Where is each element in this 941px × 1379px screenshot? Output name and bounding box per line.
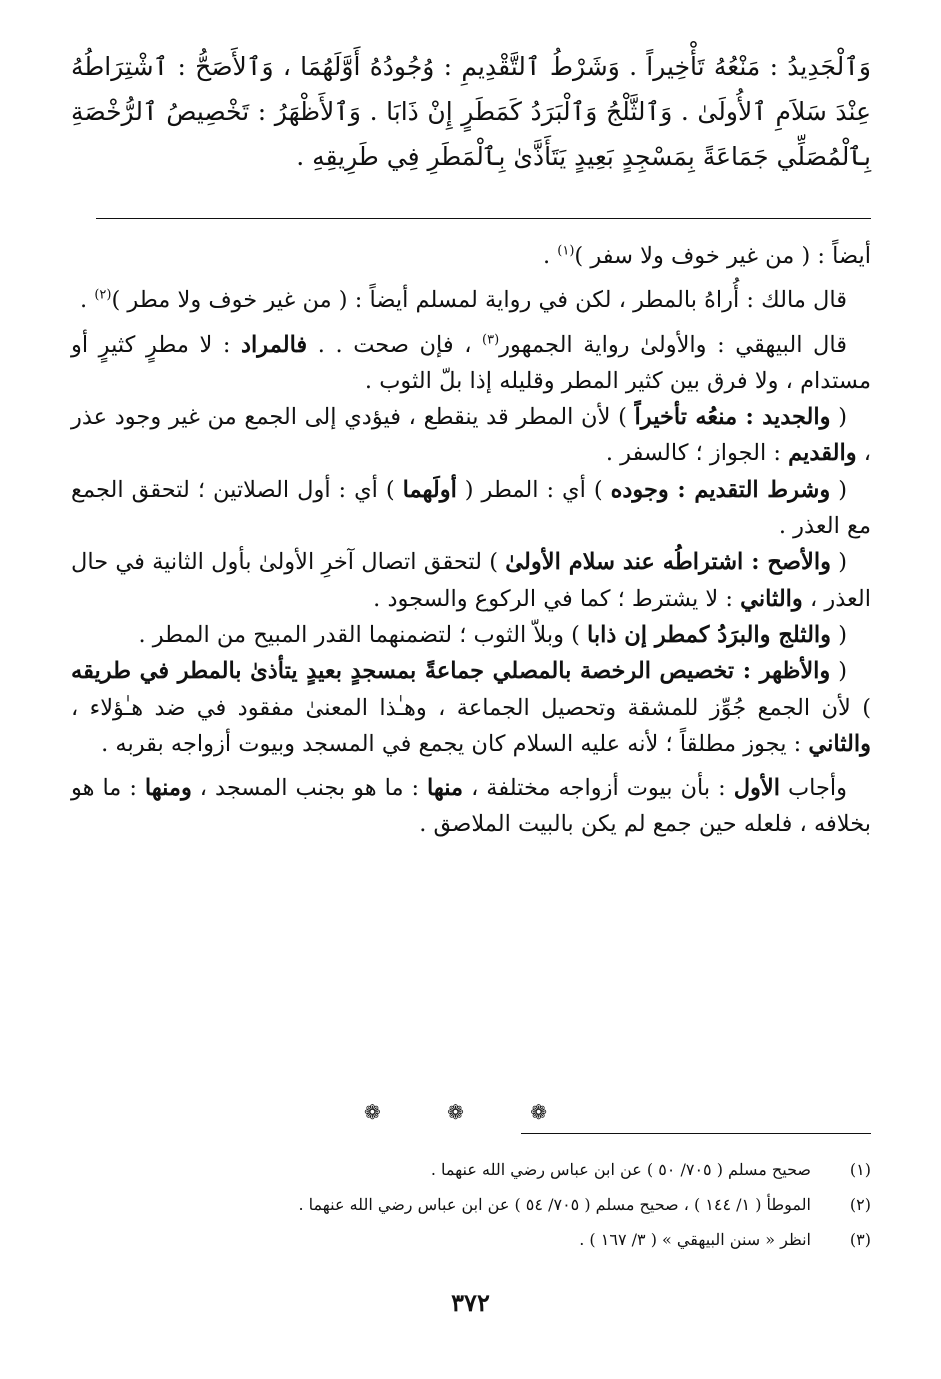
commentary-paragraph: ( والأظهر : تخصيص الرخصة بالمصلي جماعةً بمسجدٍ بعيدٍ يتأذىٰ بالمطر في طريقه ) لأن الجمع جُوِّز للمشقة وتحصيل الجماعة ، وهـٰذا المعنىٰ مفقود في ضد هـٰؤلاء ، والثاني : يجوز مطلقاً ؛ لأنه عليه السلام كان يجمع في المسجد وبيوت أزواجه بقربه .: [71, 658, 871, 757]
commentary-paragraph: ( وشرط التقديم : وجوده ) أي : المطر ( أولَهما ) أي : أول الصلاتين ؛ لتحقق الجمع مع العذر .: [71, 476, 871, 540]
commentary: [71, 238, 871, 843]
footnote-ref: (١): [557, 243, 575, 259]
commentary-paragraph: وأجاب الأول : بأن بيوت أزواجه مختلفة ، منها : ما هو بجنب المسجد ، ومنها : ما هو بخلافه ، فلعله حين جمع لم يكن بالبيت الملاصق .: [71, 775, 871, 838]
footnote: (٣)انظر « سنن البيهقي » ( ٣/ ١٦٧ ) .: [579, 1230, 871, 1249]
commentary-paragraph: قال مالك : أُراهُ بالمطر ، لكن في رواية لمسلم أيضاً : ( من غير خوف ولا مطر )$^{(٢)}$ .: [80, 287, 847, 314]
commentary-paragraph: ( والجديد : منعُه تأخيراً ) لأن المطر قد ينقطع ، فيؤدي إلى الجمع من غير وجود عذر ، والقديم : الجواز ؛ كالسفر .: [71, 404, 871, 467]
matn-divider: [96, 218, 871, 219]
commentary-paragraph: ( والثلج والبرَدُ كمطر إن ذابا ) وبلاّ الثوب ؛ لتضمنهما القدر المبيح من المطر .: [138, 621, 847, 648]
matn-text: وَٱلْجَدِيدُ : مَنْعُهُ تَأْخِيراً . وَشَرْطُ ٱلتَّقْدِيمِ : وُجُودُهُ أَوَّلَهُمَا ، وَٱلأَصَحُّ : ٱشْتِرَاطُهُ عِنْدَ سَلاَمِ ٱلأُولَىٰ . وَٱلثَّلْجُ وَٱلْبَرَدُ كَمَطَرٍ إِنْ ذَابَا . وَٱلأَظْهَرُ : تَخْصِيصُ ٱلرُّخْصَةِ بِٱلْمُصَلِّي جَمَاعَةً بِمَسْجِدٍ بَعِيدٍ يَتَأَذَّىٰ بِٱلْمَطَرِ فِي طَرِيقِهِ .: [71, 52, 871, 171]
commentary-paragraph: أيضاً : ( من غير خوف ولا سفر )$^{(١)}$ .: [542, 243, 871, 269]
footnote-ref: (٢): [94, 287, 112, 303]
commentary-paragraph: ( والأصح : اشتراطُه عند سلام الأولىٰ ) لتحقق اتصال آخرِ الأولىٰ بأول الثانية في حال العذر ، والثاني : لا يشترط ؛ كما في الركوع والسجود .: [71, 549, 871, 612]
commentary-paragraph: قال البيهقي : والأولىٰ رواية الجمهور$^{(٣)}$ ، فإن صحت . . فالمراد : لا مطرٍ كثيرٍ أو مستدام ، ولا فرق بين كثير المطر وقليله إذا بلّ الثوب .: [71, 331, 871, 394]
footnote: (١)صحيح مسلم ( ٧٠٥/ ٥٠ ) عن ابن عباس رضي الله عنهما .: [430, 1160, 871, 1179]
footnote: (٢)الموطأ ( ١/ ١٤٤ ) ، صحيح مسلم ( ٧٠٥/ ٥٤ ) عن ابن عباس رضي الله عنهما .: [298, 1195, 871, 1214]
section-separator: ❁ ❁ ❁: [364, 1100, 577, 1124]
page-number: ٣٧٢: [451, 1288, 490, 1317]
footnote-divider: [521, 1133, 871, 1134]
footnote-ref: (٣): [482, 332, 500, 348]
footnotes: [71, 1152, 871, 1257]
